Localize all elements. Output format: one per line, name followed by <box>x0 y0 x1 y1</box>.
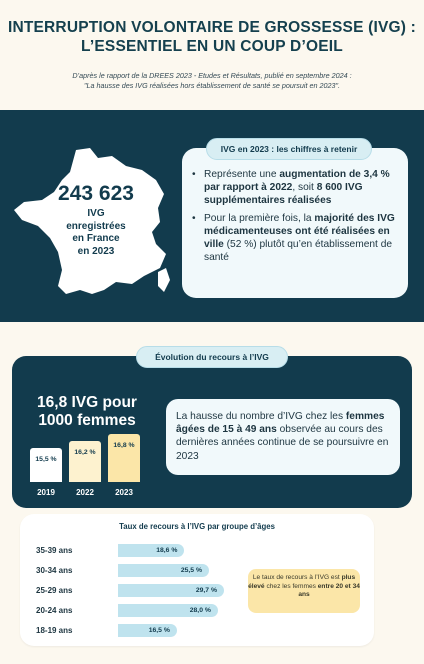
age-label: 25-29 ans <box>36 586 73 595</box>
text: La hausse du nombre d’IVG chez les <box>176 411 346 422</box>
year-bar-2019 <box>30 448 62 482</box>
key-figures-list <box>192 168 396 264</box>
page-title <box>0 18 424 56</box>
page-subtitle <box>10 71 414 91</box>
title-line-1: INTERRUPTION VOLONTAIRE DE GROSSESSE (IVG) : <box>7 19 417 36</box>
year-bar-2023 <box>108 434 140 482</box>
year-bar-value: 16,8 % <box>113 442 135 449</box>
evolution-pill: Évolution du recours à l’IVG <box>136 346 288 368</box>
year-label-2022: 2022 <box>76 488 94 497</box>
subtitle-line-2: "La hausse des IVG réalisées hors établissement de santé se poursuit en 2023". <box>83 81 341 90</box>
age-bar: 29,7 % <box>118 584 224 597</box>
bold-text: plus élevé <box>248 574 356 590</box>
headline-line: 16,8 IVG pour <box>37 394 137 411</box>
total-ivg-number: 243 623 <box>58 182 134 205</box>
caption-line: enregistrées <box>66 220 126 232</box>
age-note <box>248 569 360 613</box>
caption-line: en 2023 <box>77 245 115 257</box>
year-bar-2022 <box>69 441 101 482</box>
text: Le taux de recours à l’IVG est <box>252 574 342 581</box>
age-bar: 18,6 % <box>118 544 184 557</box>
title-line-2: L’ESSENTIEL EN UN COUP D’OEIL <box>81 38 343 55</box>
age-label: 35-39 ans <box>36 546 73 555</box>
bold-text: femmes âgées de 15 à 49 ans <box>176 411 385 436</box>
list-item <box>192 168 396 207</box>
subtitle-line-1: D’après le rapport de la DREES 2023 - Etudes et Résultats, publié en septembre 2024 : <box>72 71 352 80</box>
caption-line: IVG <box>87 208 105 219</box>
year-bar-value: 16,2 % <box>74 448 96 456</box>
bold-text: entre 20 et 34 ans <box>298 582 360 599</box>
text: , soit <box>292 182 317 193</box>
caption-line: en France <box>72 233 120 244</box>
bold-text: majorité des IVG médicamenteuses ont été réalisées en ville <box>204 213 395 250</box>
age-chart-title: Taux de recours à l’IVG par groupe d’âges <box>119 522 275 531</box>
age-label: 18-19 ans <box>36 626 73 635</box>
bold-text: augmentation de 3,4 % par rapport à 2022 <box>204 169 390 193</box>
list-item <box>192 212 396 264</box>
year-bar-chart <box>30 434 154 482</box>
year-bar-value: 15,5 % <box>35 456 57 464</box>
france-figure <box>36 182 156 258</box>
total-ivg-caption <box>36 208 156 258</box>
text: observée au cours des dernières années continue de se poursuivre en 2023 <box>176 424 389 462</box>
key-figures-pill: IVG en 2023 : les chiffres à retenir <box>206 138 372 160</box>
ivg-rate-headline <box>22 394 152 430</box>
age-label: 20-24 ans <box>36 606 73 615</box>
year-label-2023: 2023 <box>115 488 133 497</box>
bold-text: 8 600 IVG supplémentaires réalisées <box>204 182 363 206</box>
age-label: 30-34 ans <box>36 566 73 575</box>
evolution-card <box>166 399 400 475</box>
age-bar: 16,5 % <box>118 624 177 637</box>
text: (52 %) plutôt qu’en établissement de santé <box>204 239 393 263</box>
text: Représente une <box>204 169 280 180</box>
year-label-2019: 2019 <box>37 488 55 497</box>
key-figures-card <box>182 148 408 298</box>
text: Pour la première fois, la <box>204 213 315 224</box>
age-bar: 25,5 % <box>118 564 209 577</box>
text: chez les femmes <box>264 582 318 590</box>
headline-line: 1000 femmes <box>38 412 136 429</box>
age-bar: 28,0 % <box>118 604 218 617</box>
